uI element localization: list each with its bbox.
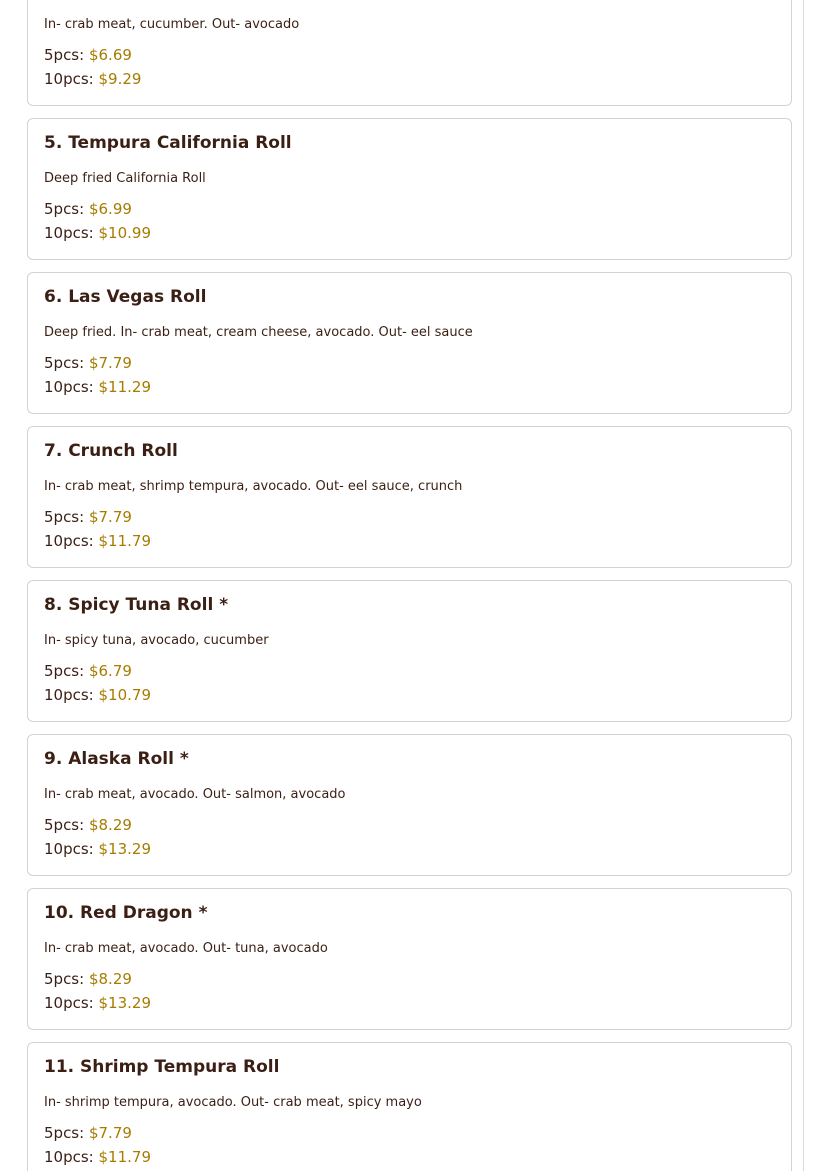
menu-item-card[interactable]	[27, 272, 792, 414]
size-label: 5pcs:	[44, 46, 85, 64]
menu-item-card[interactable]	[27, 1042, 792, 1171]
size-label: 5pcs:	[44, 508, 85, 526]
price-10pcs	[44, 70, 141, 88]
price-value: $6.79	[88, 662, 132, 680]
size-label: 10pcs:	[44, 378, 94, 396]
menu-item-card[interactable]	[27, 426, 792, 568]
price-value: $13.29	[98, 840, 152, 858]
menu-item-title: 7. Crunch Roll	[44, 441, 178, 461]
price-value: $7.79	[88, 354, 132, 372]
price-5pcs	[44, 816, 132, 834]
size-label: 10pcs:	[44, 224, 94, 242]
menu-item-description: In- crab meat, avocado. Out- salmon, avocado	[44, 787, 346, 802]
menu-item-card[interactable]	[27, 0, 792, 106]
menu-item-description: In- crab meat, shrimp tempura, avocado. Out- eel sauce, crunch	[44, 479, 463, 494]
menu-item-card[interactable]	[27, 580, 792, 722]
price-value: $8.29	[88, 816, 132, 834]
price-5pcs	[44, 354, 132, 372]
price-10pcs	[44, 994, 151, 1012]
price-5pcs	[44, 46, 132, 64]
size-label: 5pcs:	[44, 970, 85, 988]
price-value: $13.29	[98, 994, 152, 1012]
size-label: 5pcs:	[44, 200, 85, 218]
price-5pcs	[44, 508, 132, 526]
menu-item-title: 6. Las Vegas Roll	[44, 287, 207, 307]
price-value: $9.29	[98, 70, 142, 88]
menu-item-list	[27, 0, 792, 1171]
price-value: $6.99	[88, 200, 132, 218]
menu-item-description: In- spicy tuna, avocado, cucumber	[44, 633, 269, 648]
menu-item-title: 8. Spicy Tuna Roll *	[44, 595, 229, 615]
price-10pcs	[44, 378, 151, 396]
menu-item-title: 11. Shrimp Tempura Roll	[44, 1057, 280, 1077]
price-5pcs	[44, 970, 132, 988]
price-value: $10.99	[98, 224, 152, 242]
price-value: $8.29	[88, 970, 132, 988]
price-10pcs	[44, 840, 151, 858]
size-label: 5pcs:	[44, 816, 85, 834]
price-10pcs	[44, 532, 151, 550]
price-10pcs	[44, 1148, 151, 1166]
price-value: $11.79	[98, 532, 152, 550]
menu-item-title: 9. Alaska Roll *	[44, 749, 189, 769]
size-label: 10pcs:	[44, 70, 94, 88]
price-5pcs	[44, 1124, 132, 1142]
menu-item-title: 10. Red Dragon *	[44, 903, 208, 923]
menu-item-card[interactable]	[27, 734, 792, 876]
size-label: 10pcs:	[44, 532, 94, 550]
size-label: 10pcs:	[44, 1148, 94, 1166]
size-label: 10pcs:	[44, 994, 94, 1012]
price-10pcs	[44, 224, 151, 242]
price-5pcs	[44, 662, 132, 680]
price-value: $10.79	[98, 686, 152, 704]
scroll-edge-divider	[803, 0, 804, 1171]
menu-item-description: In- crab meat, avocado. Out- tuna, avocado	[44, 941, 328, 956]
menu-item-description: In- shrimp tempura, avocado. Out- crab meat, spicy mayo	[44, 1095, 422, 1110]
menu-item-description: Deep fried. In- crab meat, cream cheese, avocado. Out- eel sauce	[44, 325, 473, 340]
size-label: 10pcs:	[44, 840, 94, 858]
price-value: $7.79	[88, 508, 132, 526]
size-label: 5pcs:	[44, 354, 85, 372]
price-value: $7.79	[88, 1124, 132, 1142]
menu-item-description: In- crab meat, cucumber. Out- avocado	[44, 17, 300, 32]
size-label: 5pcs:	[44, 662, 85, 680]
size-label: 10pcs:	[44, 686, 94, 704]
price-value: $6.69	[88, 46, 132, 64]
menu-item-card[interactable]	[27, 118, 792, 260]
menu-item-description: Deep fried California Roll	[44, 171, 206, 186]
size-label: 5pcs:	[44, 1124, 85, 1142]
menu-item-title: 5. Tempura California Roll	[44, 133, 292, 153]
price-value: $11.29	[98, 378, 152, 396]
price-5pcs	[44, 200, 132, 218]
menu-item-card[interactable]	[27, 888, 792, 1030]
price-value: $11.79	[98, 1148, 152, 1166]
price-10pcs	[44, 686, 151, 704]
